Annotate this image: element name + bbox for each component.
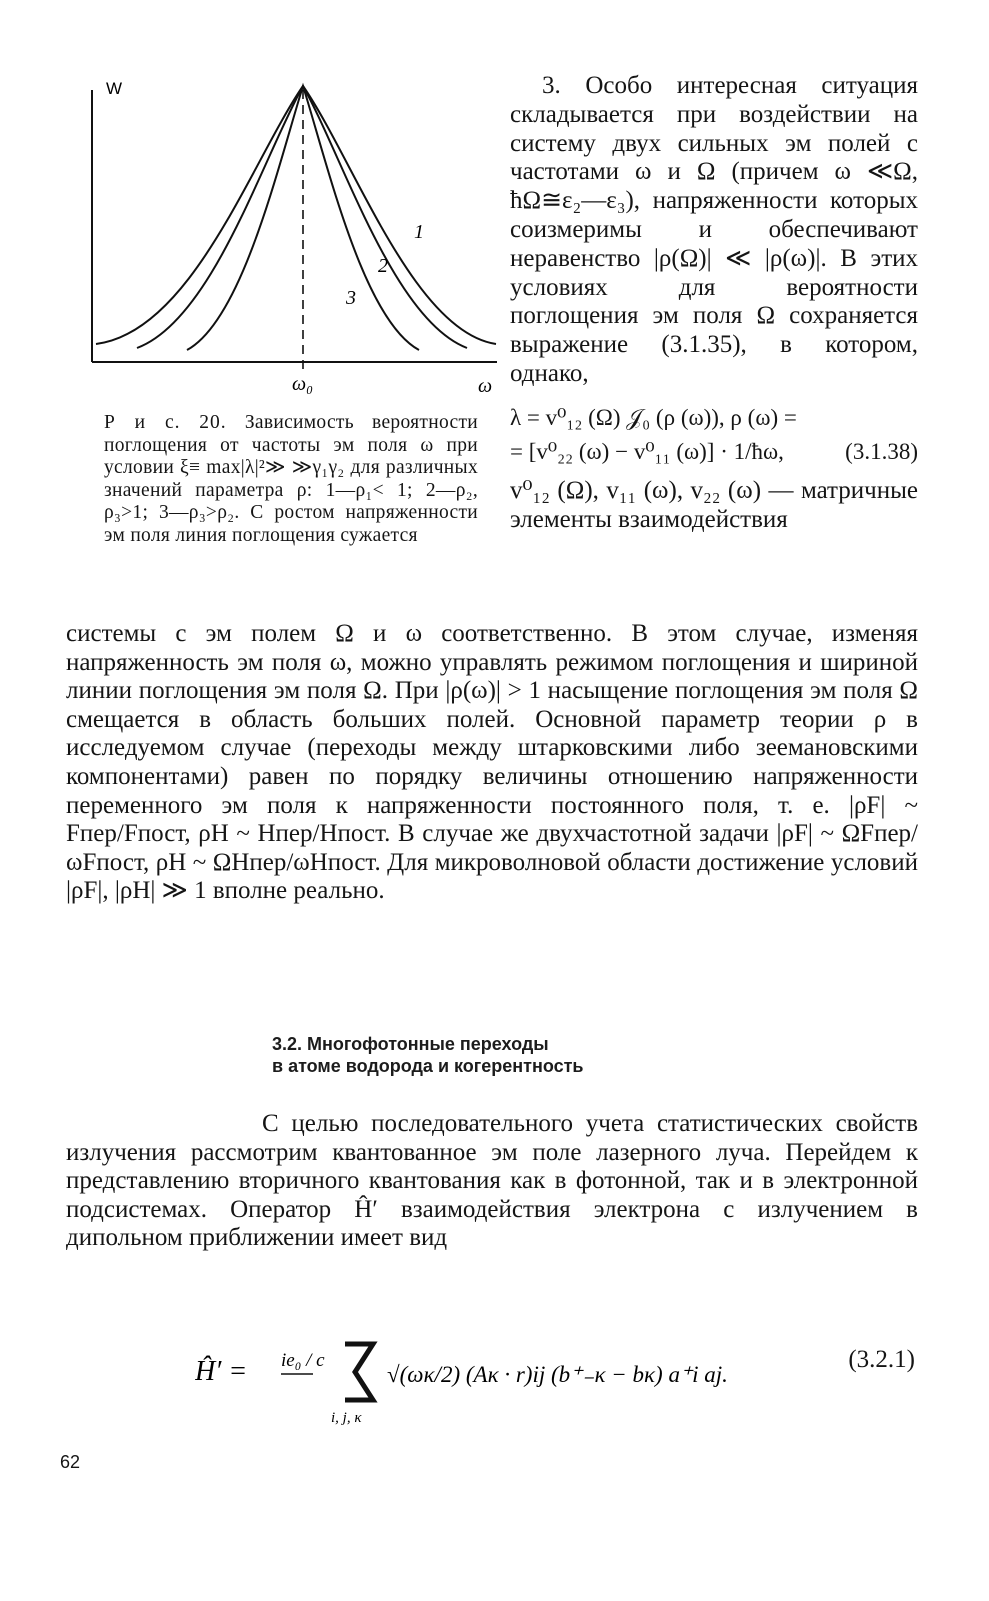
curve-label-1: 1 [414,221,424,243]
formula-number-3-1-38: (3.1.38) [845,438,918,464]
formula-3-1-38 [510,401,918,469]
formula-line-1: λ = v⁰₁₂ (Ω) 𝒥₀ (ρ (ω)), ρ (ω) = [510,404,797,430]
caption-lead: Р и с. 20. [104,412,227,433]
curve-2 [137,86,467,348]
section-paragraph [66,1110,918,1253]
matrix-elements-text: v⁰₁₂ (Ω), v₁₁ (ω), v₂₂ (ω) — матричные элементы взаимодействия [510,476,918,533]
curve-label-2: 2 [378,255,388,277]
curve-1 [96,86,496,344]
section-heading-line-2: в атоме водорода и когерентность [272,1056,584,1076]
continued-paragraph [66,620,918,906]
formula-line-2: = [v⁰₂₂ (ω) − v⁰₁₁ (ω)] · 1/ħω, [510,438,784,464]
figure-absorption-curves [82,70,502,410]
section-paragraph-text: С целью последовательного учета статистических свойств излучения рассмотрим квантованное эм поле лазерного луча. Перейдем к представлению вторичного квантования как в фотонной, так и в электронной подсистемах. Оператор Ĥ′ взаимодействия электрона с излучением в дипольном приближении имеет вид [66,1110,918,1252]
summation-sign [345,1344,373,1400]
caption-text: Зависимость вероятности поглощения от частоты эм поля ω при условии ξ≡ max|λ|²≫ ≫γ₁γ₂ для различных значений параметра ρ: 1—ρ₁< 1; 2—ρ₂, ρ₃>1; 3—ρ₃>ρ₂. С ростом напряженности эм поля линия поглощения сужается [104,412,479,546]
curve-label-3: 3 [346,287,356,309]
figure-caption [104,412,478,547]
paragraph-3: 3. Особо интересная ситуация складывается при воздействии на систему двух сильных эм полей с частотами ω и Ω (причем ω ≪Ω, ħΩ≅ε₂—ε₃), напряженности которых соизмеримы и обеспечивают неравенство |ρ(Ω)| ≪ |ρ(ω)|. В этих условиях для вероятности поглощения эм поля Ω сохраняется выражение (3.1.35), в котором, однако, [510,72,918,387]
center-frequency-label: ω₀ [292,373,314,395]
section-heading-line-1: 3.2. Многофотонные переходы [272,1034,549,1054]
continued-paragraph-text: системы с эм полем Ω и ω соответственно. В этом случае, изменяя напряженность эм поля ω, можно управлять режимом поглощения и шириной линии поглощения эм поля Ω. При |ρ(ω)| > 1 насыщение поглощения эм поля Ω смещается в область больших полей. Основной параметр теории ρ в исследуемом случае (переходы между штарковскими либо зеемановскими компонентами) равен по порядку величины отношению напряженности переменного эм поля к напряженности постоянного поля, т. е. |ρF| ~ Fпер/Fпост, ρH ~ Hпер/Hпост. В случае же двухчастотной задачи |ρF| ~ ΩFпер/ωFпост, ρH ~ ΩHпер/ωHпост. Для микроволновой области достижение условий |ρF|, |ρH| ≫ 1 вполне реально. [66,620,918,905]
absorption-plot [82,70,502,410]
section-heading [272,1033,792,1077]
y-axis-label: W [106,79,123,98]
equation-3-2-1 [195,1330,915,1430]
sum-indices: i, j, κ [331,1410,362,1426]
x-axis-label: ω [478,375,493,397]
equation-render [195,1330,795,1430]
equation-body: √(ωκ/2) (Aκ · r)ij (b⁺₋κ − bκ) a⁺i aj. [387,1362,728,1387]
right-column [510,72,918,534]
equation-coefficient: ie₀ / c [281,1350,325,1371]
equation-number-3-2-1: (3.2.1) [848,1346,915,1373]
equation-lhs: Ĥ′ = [195,1356,248,1387]
page-number: 62 [60,1452,81,1472]
